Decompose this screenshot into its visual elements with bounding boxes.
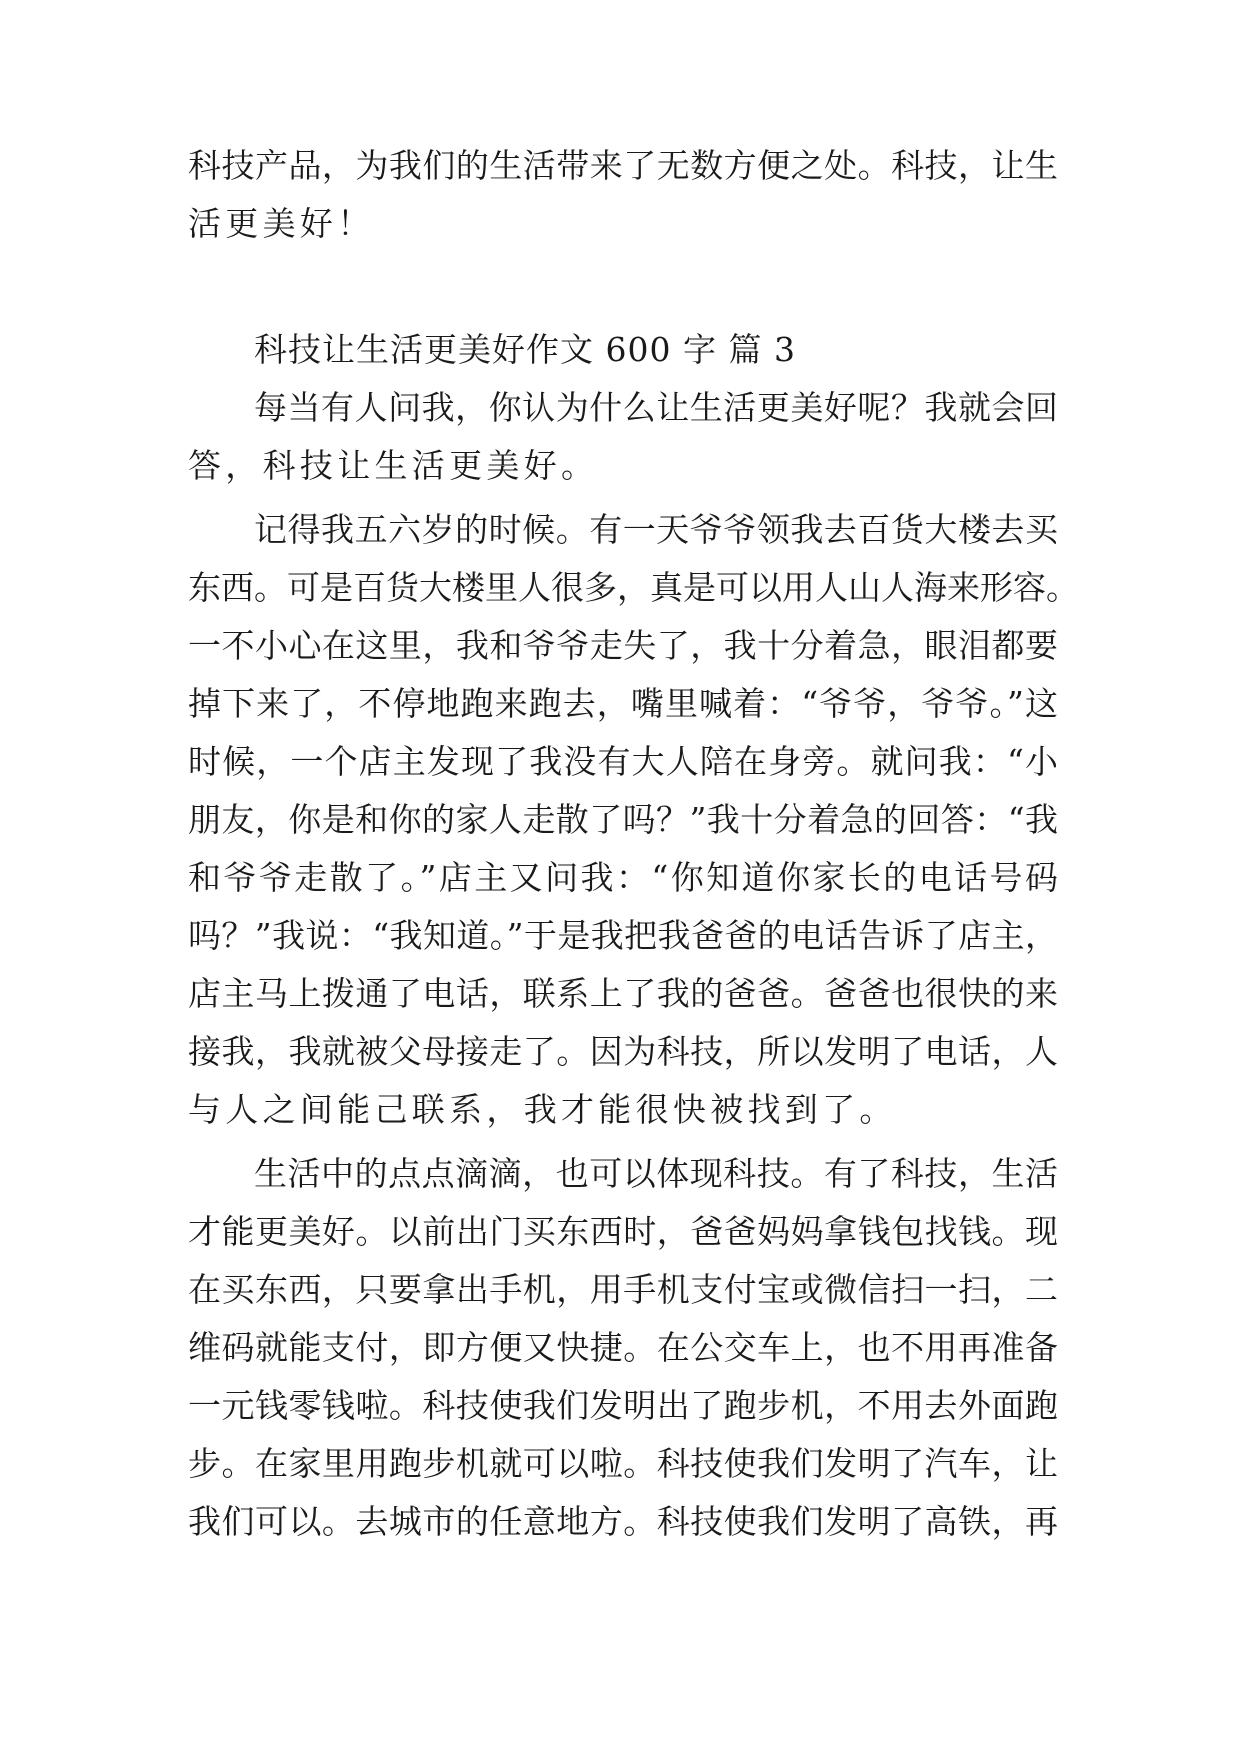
paragraph-line: 每当有人问我，你认为什么让生活更美好呢？我就会回 (254, 388, 1058, 427)
paragraph-line: 与人之间能己联系，我才能很快被找到了。 (188, 1090, 897, 1129)
paragraph-line: 我们可以。去城市的任意地方。科技使我们发明了高铁，再 (188, 1502, 1058, 1541)
paragraph-line: 一元钱零钱啦。科技使我们发明出了跑步机，不用去外面跑 (188, 1386, 1058, 1425)
paragraph-line: 掉下来了，不停地跑来跑去，嘴里喊着：“爷爷，爷爷。”这 (188, 684, 1058, 723)
paragraph-line: 和爷爷走散了。”店主又问我：“你知道你家长的电话号码 (188, 858, 1058, 897)
section-title: 科技让生活更美好作文 600 字 篇 3 (254, 330, 796, 369)
paragraph-line: 记得我五六岁的时候。有一天爷爷领我去百货大楼去买 (254, 510, 1058, 549)
paragraph-line: 活更美好！ (188, 204, 375, 243)
paragraph-line: 接我，我就被父母接走了。因为科技，所以发明了电话，人 (188, 1032, 1058, 1071)
paragraph-line: 才能更美好。以前出门买东西时，爸爸妈妈拿钱包找钱。现 (188, 1212, 1058, 1251)
paragraph-line: 答，科技让生活更美好。 (188, 446, 599, 485)
paragraph-line: 吗？”我说：“我知道。”于是我把我爸爸的电话告诉了店主， (188, 916, 1058, 955)
paragraph-line: 朋友，你是和你的家人走散了吗？”我十分着急的回答：“我 (188, 800, 1058, 839)
paragraph-line: 在买东西，只要拿出手机，用手机支付宝或微信扫一扫，二 (188, 1270, 1058, 1309)
paragraph-line: 科技产品，为我们的生活带来了无数方便之处。科技，让生 (188, 146, 1058, 185)
paragraph-line: 时候，一个店主发现了我没有大人陪在身旁。就问我：“小 (188, 742, 1058, 781)
paragraph-line: 生活中的点点滴滴，也可以体现科技。有了科技，生活 (254, 1154, 1058, 1193)
paragraph-line: 一不小心在这里，我和爷爷走失了，我十分着急，眼泪都要 (188, 626, 1058, 665)
paragraph-line: 店主马上拨通了电话，联系上了我的爸爸。爸爸也很快的来 (188, 974, 1058, 1013)
paragraph-line: 东西。可是百货大楼里人很多，真是可以用人山人海来形容。 (188, 568, 1079, 607)
paragraph-line: 步。在家里用跑步机就可以啦。科技使我们发明了汽车，让 (188, 1444, 1058, 1483)
paragraph-line: 维码就能支付，即方便又快捷。在公交车上，也不用再准备 (188, 1328, 1058, 1367)
